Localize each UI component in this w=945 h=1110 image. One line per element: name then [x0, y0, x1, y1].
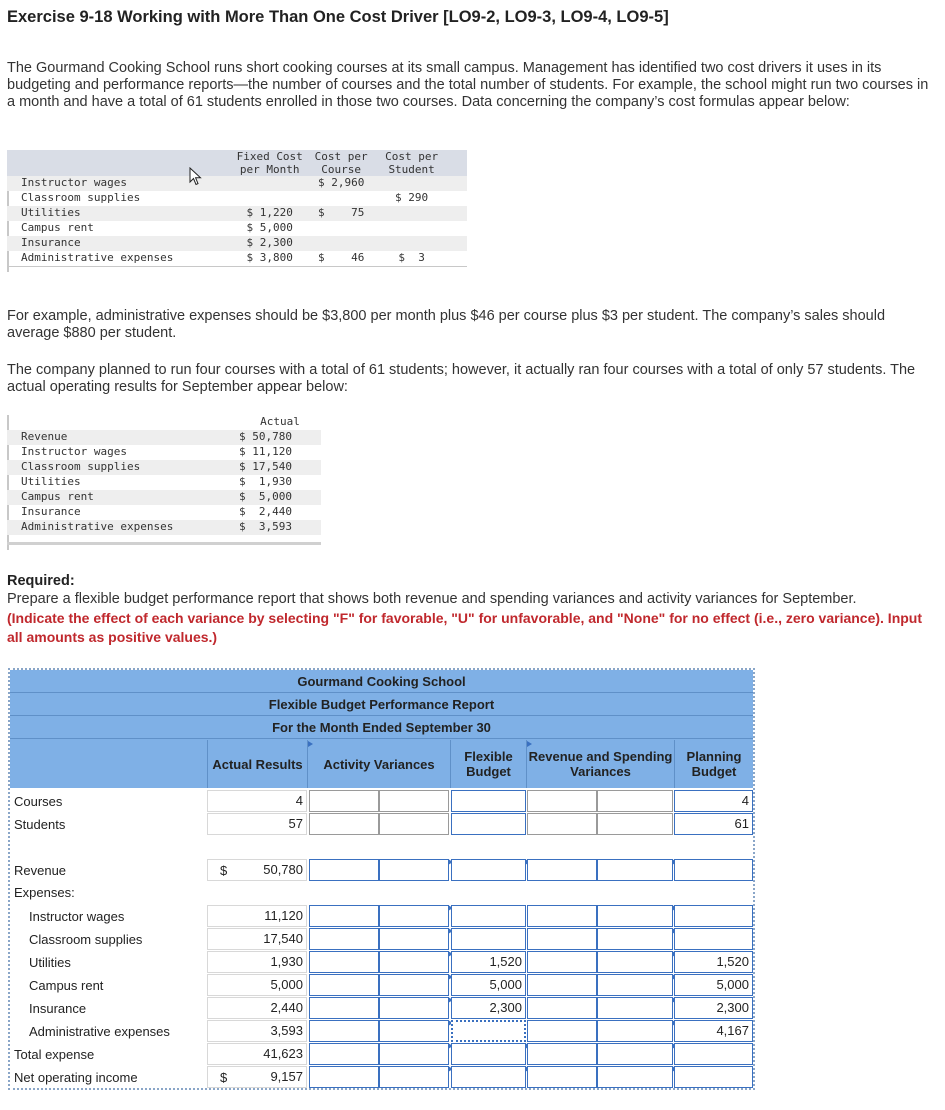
- spending-variance-total-expense-effect-select[interactable]: [597, 1043, 673, 1065]
- spending-variance-administrative-effect-select[interactable]: [597, 1020, 673, 1042]
- actual-campus-rent: 5,000: [207, 974, 307, 996]
- row-label-utilities: Utilities: [29, 955, 71, 970]
- table-row: Revenue $ 50,780: [7, 430, 321, 445]
- activity-variance-total-expense-input[interactable]: [309, 1043, 379, 1065]
- activity-variance-students-effect: [379, 813, 449, 835]
- col-header-course: Cost per Course: [306, 150, 376, 176]
- spending-variance-noi-input[interactable]: [527, 1066, 597, 1088]
- activity-variance-utilities-input[interactable]: [309, 951, 379, 973]
- spending-variance-students: [527, 813, 597, 835]
- spending-variance-utilities-input[interactable]: [527, 951, 597, 973]
- activity-variance-administrative-effect-select[interactable]: [379, 1020, 449, 1042]
- planning-administrative-input[interactable]: 4,167: [674, 1020, 753, 1042]
- spending-variance-instructor-wages-effect-select[interactable]: [597, 905, 673, 927]
- activity-variance-noi-input[interactable]: [309, 1066, 379, 1088]
- planning-classroom-supplies-input[interactable]: [674, 928, 753, 950]
- spending-variance-administrative-input[interactable]: [527, 1020, 597, 1042]
- spending-variance-courses-effect: [597, 790, 673, 812]
- table-row: Campus rent $ 5,000: [7, 490, 321, 505]
- activity-variance-insurance-input[interactable]: [309, 997, 379, 1019]
- flexible-total-expense-input[interactable]: [451, 1043, 526, 1065]
- row-label-expenses: Expenses:: [14, 885, 75, 900]
- spending-variance-total-expense-input[interactable]: [527, 1043, 597, 1065]
- actual-total-expense: 41,623: [207, 1043, 307, 1065]
- spending-variance-insurance-input[interactable]: [527, 997, 597, 1019]
- activity-variance-total-expense-effect-select[interactable]: [379, 1043, 449, 1065]
- flexible-campus-rent-input[interactable]: 5,000: [451, 974, 526, 996]
- spending-variance-instructor-wages-input[interactable]: [527, 905, 597, 927]
- row-label-revenue: Revenue: [14, 863, 67, 878]
- table-row: Campus rent $ 5,000: [21, 221, 293, 234]
- table-row: Administrative expenses $ 3,800 $ 46 $ 3: [7, 251, 467, 266]
- actual-courses: 4: [207, 790, 307, 812]
- table-row: Utilities $ 1,930: [21, 475, 292, 488]
- activity-variance-students: [309, 813, 379, 835]
- flexible-courses-input[interactable]: [451, 790, 526, 812]
- spending-variance-revenue-effect-select[interactable]: [597, 859, 673, 881]
- row-label-classroom-supplies: Classroom supplies: [29, 932, 143, 947]
- table-row: Instructor wages $ 11,120: [21, 445, 292, 458]
- activity-variance-instructor-wages-effect-select[interactable]: [379, 905, 449, 927]
- planning-noi-input[interactable]: [674, 1066, 753, 1088]
- row-label-campus-rent: Campus rent: [29, 978, 104, 993]
- planning-total-expense-input[interactable]: [674, 1043, 753, 1065]
- row-label-administrative-expenses: Administrative expenses: [29, 1024, 170, 1039]
- planning-instructor-wages-input[interactable]: [674, 905, 753, 927]
- actual-col-header: Actual: [260, 415, 300, 428]
- col-header-flexible-budget: Flexible Budget: [450, 740, 526, 788]
- table-row: Instructor wages $ 2,960: [7, 176, 467, 191]
- spending-variance-campus-rent-effect-select[interactable]: [597, 974, 673, 996]
- report-title-period: For the Month Ended September 30: [10, 717, 753, 739]
- intro-paragraph: The Gourmand Cooking School runs short cooking courses at its small campus. Management has identified two cost drivers it uses in its budgeting and performance reports—the number of courses and the total number of students. For example, the school might run two courses in a month and have a total of 61 students enrolled in those two courses. Data concerning the company’s cost formulas appear below:: [7, 60, 929, 110]
- row-label-instructor-wages: Instructor wages: [29, 909, 125, 924]
- flexible-classroom-supplies-input[interactable]: [451, 928, 526, 950]
- actual-administrative-expenses: 3,593: [207, 1020, 307, 1042]
- activity-variance-administrative-input[interactable]: [309, 1020, 379, 1042]
- actual-noi-dollar: $: [220, 1070, 228, 1085]
- spending-variance-noi-effect-select[interactable]: [597, 1066, 673, 1088]
- table-row: Administrative expenses $ 3,593: [7, 520, 321, 535]
- actual-intro-paragraph: The company planned to run four courses with a total of 61 students; however, it actually ran four courses with a total of only 57 students. The actual operating results for September appear below:: [7, 362, 916, 395]
- col-header-student: Cost per Student: [376, 150, 446, 176]
- flexible-noi-input[interactable]: [451, 1066, 526, 1088]
- planning-courses[interactable]: 4: [674, 790, 753, 812]
- actual-students: 57: [207, 813, 307, 835]
- activity-variance-revenue-input[interactable]: [309, 859, 379, 881]
- activity-variance-utilities-effect-select[interactable]: [379, 951, 449, 973]
- actual-revenue-dollar: $: [220, 863, 228, 878]
- col-header-planning-budget: Planning Budget: [674, 740, 753, 788]
- header-dropdown-marker: [527, 741, 532, 747]
- planning-students[interactable]: 61: [674, 813, 753, 835]
- actual-insurance: 2,440: [207, 997, 307, 1019]
- required-heading: Required:: [7, 573, 75, 589]
- flexible-utilities-input[interactable]: 1,520: [451, 951, 526, 973]
- spending-variance-courses: [527, 790, 597, 812]
- flexible-budget-report: [8, 668, 755, 1090]
- mouse-cursor-icon: [189, 167, 203, 187]
- spending-variance-revenue-input[interactable]: [527, 859, 597, 881]
- row-label-students: Students: [14, 817, 66, 832]
- planning-insurance-input[interactable]: 2,300: [674, 997, 753, 1019]
- flexible-administrative-input[interactable]: [451, 1020, 526, 1042]
- actual-utilities: 1,930: [207, 951, 307, 973]
- activity-variance-classroom-supplies-effect-select[interactable]: [379, 928, 449, 950]
- activity-variance-insurance-effect-select[interactable]: [379, 997, 449, 1019]
- col-header-revenue-spending-variances: Revenue and Spending Variances: [526, 740, 674, 788]
- spending-variance-insurance-effect-select[interactable]: [597, 997, 673, 1019]
- actual-instructor-wages: 11,120: [207, 905, 307, 927]
- actual-classroom-supplies: 17,540: [207, 928, 307, 950]
- actual-results-table: [7, 415, 321, 545]
- table-row: Utilities $ 1,220 $ 75: [7, 206, 467, 221]
- report-title-company: Gourmand Cooking School: [10, 671, 753, 693]
- col-header-activity-variances: Activity Variances: [307, 740, 450, 788]
- formula-example-paragraph: For example, administrative expenses should be $3,800 per month plus $46 per course plus $3 per student. The company’s sales should average $880 per student.: [7, 308, 886, 341]
- activity-variance-courses: [309, 790, 379, 812]
- spending-variance-classroom-supplies-effect-select[interactable]: [597, 928, 673, 950]
- spending-variance-students-effect: [597, 813, 673, 835]
- table-row: Insurance $ 2,440: [21, 505, 292, 518]
- planning-campus-rent-input[interactable]: 5,000: [674, 974, 753, 996]
- header-dropdown-marker: [308, 741, 313, 747]
- flexible-instructor-wages-input[interactable]: [451, 905, 526, 927]
- activity-variance-campus-rent-input[interactable]: [309, 974, 379, 996]
- flexible-students-input[interactable]: [451, 813, 526, 835]
- row-label-courses: Courses: [14, 794, 63, 809]
- required-text: Prepare a flexible budget performance report that shows both revenue and spending variances and activity variances for September.: [7, 591, 857, 607]
- table-row: Insurance $ 2,300: [7, 236, 467, 251]
- planning-revenue-input[interactable]: [674, 859, 753, 881]
- actual-revenue: 50,780: [207, 859, 307, 881]
- spending-variance-utilities-effect-select[interactable]: [597, 951, 673, 973]
- activity-variance-campus-rent-effect-select[interactable]: [379, 974, 449, 996]
- table-row: Classroom supplies $ 290: [21, 191, 429, 204]
- report-title-name: Flexible Budget Performance Report: [10, 694, 753, 716]
- activity-variance-noi-effect-select[interactable]: [379, 1066, 449, 1088]
- col-header-actual-results: Actual Results: [207, 740, 307, 788]
- activity-variance-classroom-supplies-input[interactable]: [309, 928, 379, 950]
- required-instructions: (Indicate the effect of each variance by selecting "F" for favorable, "U" for unfavorable, and "None" for no effect (i.e., zero variance). Input all amounts as positive values.): [7, 610, 923, 645]
- actual-net-operating-income: 9,157: [207, 1066, 307, 1088]
- row-label-insurance: Insurance: [29, 1001, 87, 1016]
- col-header-fixed: Fixed Cost per Month: [233, 150, 305, 176]
- row-label-net-operating-income: Net operating income: [14, 1070, 138, 1085]
- activity-variance-courses-effect: [379, 790, 449, 812]
- table-row: Classroom supplies $ 17,540: [7, 460, 321, 475]
- activity-variance-revenue-effect-select[interactable]: [379, 859, 449, 881]
- spending-variance-classroom-supplies-input[interactable]: [527, 928, 597, 950]
- exercise-title: Exercise 9-18 Working with More Than One Cost Driver [LO9-2, LO9-3, LO9-4, LO9-5]: [7, 8, 669, 26]
- flexible-revenue-input[interactable]: [451, 859, 526, 881]
- cost-formula-table: [7, 150, 467, 267]
- row-label-total-expense: Total expense: [14, 1047, 95, 1062]
- flexible-insurance-input[interactable]: 2,300: [451, 997, 526, 1019]
- planning-utilities-input[interactable]: 1,520: [674, 951, 753, 973]
- spending-variance-campus-rent-input[interactable]: [527, 974, 597, 996]
- activity-variance-instructor-wages-input[interactable]: [309, 905, 379, 927]
